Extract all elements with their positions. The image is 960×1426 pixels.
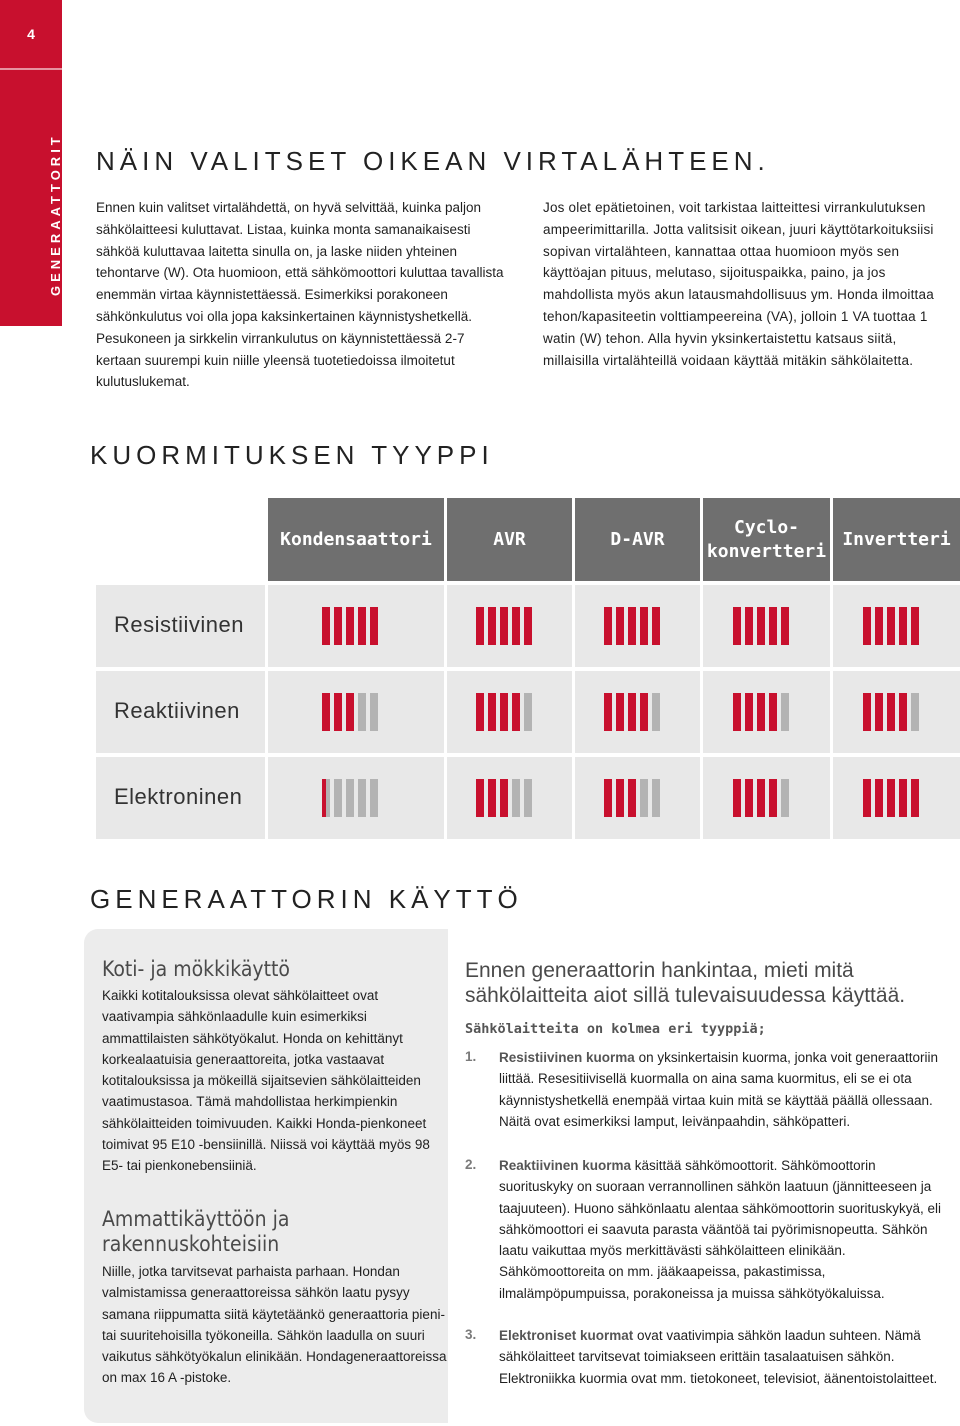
cell-divider	[700, 585, 703, 667]
usage-section-heading: GENERAATTORIN KÄYTTÖ	[90, 884, 523, 914]
rating-bar-filled	[899, 779, 907, 817]
rating-bar-filled	[358, 607, 366, 645]
rating-bar-empty	[652, 779, 660, 817]
rating-bar-filled	[322, 779, 330, 817]
cell-divider	[265, 671, 268, 753]
rating-bar-filled	[334, 693, 342, 731]
rating-bar-empty	[640, 779, 648, 817]
rating-bar-filled	[733, 779, 741, 817]
rating-bar-filled	[370, 607, 378, 645]
rating-bar-filled	[757, 693, 765, 731]
cell-divider	[700, 757, 703, 839]
rating-bar-filled	[476, 607, 484, 645]
list-text: on yksinkertaisin kuorma, jonka voit generaattoriin liittää. Resesitiivisellä kuormalla on aina sama kuormitus, eli se ei ota käynnistyshetkellä enempää virtaa kuin mitä se käyttää päällä ollessaan. Näitä ovat esimerkiksi lamput, leivänpaahdin, sähköpatteri.	[499, 1050, 938, 1129]
rating-bar-filled	[476, 693, 484, 731]
rating-bar-empty	[524, 779, 532, 817]
rating-bar-filled	[616, 607, 624, 645]
cell-divider	[572, 757, 575, 839]
cell-divider	[572, 585, 575, 667]
rating-bar-filled	[604, 693, 612, 731]
rating-bar-filled	[488, 693, 496, 731]
rating-bar-empty	[346, 779, 354, 817]
rating-bar-filled	[745, 779, 753, 817]
rating-bars	[476, 607, 532, 645]
row-label-resistiivinen: Resistiivinen	[114, 612, 244, 637]
rating-bars	[733, 607, 789, 645]
column-header-d-avr: D-AVR	[575, 498, 700, 581]
list-number: 3.	[465, 1327, 477, 1342]
rating-bar-filled	[500, 607, 508, 645]
rating-bar-filled	[757, 779, 765, 817]
rating-bar-filled	[628, 693, 636, 731]
rating-bars	[863, 693, 919, 731]
rating-bar-empty	[911, 693, 919, 731]
rating-bars	[476, 779, 532, 817]
rating-bar-filled	[604, 779, 612, 817]
list-term: Elektroniset kuormat	[499, 1328, 634, 1343]
rating-bar-filled	[745, 607, 753, 645]
rating-bars	[604, 779, 660, 817]
rating-bar-filled	[733, 607, 741, 645]
list-text: ovat vaativimpia sähkön laadun suhteen. Nämä sähkölaitteet tarvitsevat toimiakseen erittäin tasalaatuisen sähkön. Elektroniikka kuormia ovat mm. tietokoneet, televisiot, äänentoistolaitteet.	[499, 1328, 938, 1386]
rating-bar-filled	[887, 607, 895, 645]
rating-bar-filled	[616, 693, 624, 731]
cell-divider	[700, 671, 703, 753]
load-types-intro: Sähkölaitteita on kolmea eri tyyppiä;	[465, 1021, 766, 1037]
rating-bar-filled	[875, 607, 883, 645]
rating-bar-filled	[512, 607, 520, 645]
rating-bar-empty	[358, 693, 366, 731]
cell-divider	[444, 671, 447, 753]
cell-divider	[444, 585, 447, 667]
cell-divider	[830, 671, 833, 753]
rating-bars	[322, 779, 378, 817]
pro-use-heading: Ammattikäyttöön ja rakennuskohteisiin	[102, 1207, 290, 1256]
list-term: Reaktiivinen kuorma	[499, 1158, 632, 1173]
rating-bar-filled	[524, 607, 532, 645]
rating-bars	[863, 779, 919, 817]
rating-bar-filled	[334, 607, 342, 645]
rating-bar-empty	[334, 779, 342, 817]
intro-right-text: Jos olet epätietoinen, voit tarkistaa laitteittesi virrankulutuksen ampeerimittarilla. Jotta valitsisit oikean, juuri käyttötarkoituksiisi sopivan virtalähteen, kannattaa ottaa huomioon myös sen käyttöajan pituus, melutaso, sijoituspaikka, paino, ja jos mahdollista myös akun latausmahdollisuus ym. Honda ilmoittaa tehon/kapasiteetin volttiampeereina (VA), jolloin 1 VA tuottaa 1 watin (W) tehon. Alla hyvin yksinkertaistettu katsaus siitä, millaisilla virtalähteillä voidaan käyttää mitäkin sähkölaitetta.	[543, 200, 934, 368]
rating-bar-filled	[346, 607, 354, 645]
rating-bar-empty	[370, 693, 378, 731]
rating-bar-filled	[863, 693, 871, 731]
rating-bar-empty	[781, 779, 789, 817]
load-section-heading: KUORMITUKSEN TYYPPI	[90, 440, 494, 470]
rating-bar-filled	[652, 607, 660, 645]
rating-bar-empty	[370, 779, 378, 817]
column-header-cyclokonvertteri: Cyclo- konvertteri	[703, 498, 830, 581]
rating-bar-filled	[911, 779, 919, 817]
rating-bar-filled	[500, 693, 508, 731]
rating-bar-filled	[322, 607, 330, 645]
page-title: NÄIN VALITSET OIKEAN VIRTALÄHTEEN.	[96, 146, 770, 176]
list-number: 1.	[465, 1049, 477, 1064]
cell-divider	[830, 585, 833, 667]
rating-bar-filled	[863, 779, 871, 817]
rating-bar-filled	[346, 693, 354, 731]
rating-bar-filled	[769, 607, 777, 645]
rating-bar-filled	[512, 693, 520, 731]
side-divider	[0, 68, 62, 70]
rating-bar-filled	[781, 607, 789, 645]
rating-bar-filled	[875, 779, 883, 817]
cell-divider	[830, 757, 833, 839]
list-number: 2.	[465, 1157, 477, 1172]
rating-bar-filled	[640, 607, 648, 645]
row-label-elektroninen: Elektroninen	[114, 784, 243, 809]
rating-bar-filled	[745, 693, 753, 731]
rating-bar-filled	[863, 607, 871, 645]
rating-bar-filled	[899, 607, 907, 645]
rating-bars	[733, 693, 789, 731]
rating-bar-filled	[769, 693, 777, 731]
rating-bar-filled	[875, 693, 883, 731]
column-header-avr: AVR	[447, 498, 572, 581]
rating-bar-empty	[524, 693, 532, 731]
rating-bar-empty	[512, 779, 520, 817]
rating-bar-filled	[640, 693, 648, 731]
row-label-reaktiivinen: Reaktiivinen	[114, 698, 240, 723]
rating-bars	[322, 693, 378, 731]
cell-divider	[265, 585, 268, 667]
list-text: käsittää sähkömoottorit. Sähkömoottorin suorituskyky on suoraan verrannollinen sähkön laatuun (jännitteeseen ja taajuuteen). Huono sähkönlaatu alentaa sähkömoottorin suorituskykyä, eli sähkömoottori ei saavuta parasta vääntöä tai pyörimisnopeutta. Sähkön laatu vaikuttaa myös merkittävästi sähkölaitteen elinikään. Sähkömoottoreita on mm. jääkaapeissa, pakastimissa, ilmalämpöpumpuissa, porakoneissa ja muissa sähkötyökaluissa.	[499, 1158, 942, 1301]
list-term: Resistiivinen kuorma	[499, 1050, 635, 1065]
rating-bar-filled	[887, 693, 895, 731]
home-use-heading: Koti- ja mökkikäyttö	[102, 957, 290, 981]
list-item-electronic	[499, 1325, 951, 1389]
page-number: 4	[27, 26, 35, 42]
cell-divider	[444, 757, 447, 839]
rating-bar-filled	[476, 779, 484, 817]
column-header-kondensaattori: Kondensaattori	[268, 498, 444, 581]
rating-bars	[476, 693, 532, 731]
rating-bars	[604, 607, 660, 645]
home-use-text: Kaikki kotitalouksissa olevat sähkölaitteet ovat vaativampia sähkönlaadulle kuin esimerkiksi ammattilaisten sähkötyökalut. Honda on kehittänyt korkealaatuisia generaattoreita, jotka vastaavat kotitalouksissa ja mökeillä sijaitsevien sähkölaitteiden vaatimustasoa. Tämä mahdollistaa herkimpienkin sähkölaitteiden toimivuuden. Kaikki Honda-pienkoneet toimivat 95 E10 -bensiinillä. Niissä voi käyttää myös 98 E5- tai pienkonebensiiniä.	[102, 988, 430, 1174]
rating-bar-filled	[616, 779, 624, 817]
rating-bar-filled	[488, 607, 496, 645]
rating-bar-empty	[358, 779, 366, 817]
list-item-reactive	[499, 1155, 951, 1304]
cell-divider	[265, 757, 268, 839]
rating-bar-filled	[887, 779, 895, 817]
rating-bar-filled	[488, 779, 496, 817]
rating-bar-filled	[628, 779, 636, 817]
rating-bar-filled	[628, 607, 636, 645]
section-label: GENERAATTORIT	[48, 133, 63, 296]
pro-use-text: Niille, jotka tarvitsevat parhaista parhaan. Hondan valmistamissa generaattoreissa sähkön laatu pysyy samana riippumatta siitä käytetäänkö generaattoria pieni- tai suuritehoisilla työkoneilla. Sähkön laadulla on suuri vaikutus sähkötyökalun elinikään. Hondageneraattoreissa on max 16 A -pistoke.	[102, 1264, 447, 1386]
rating-bar-filled	[769, 779, 777, 817]
rating-bar-filled	[757, 607, 765, 645]
rating-bar-filled	[322, 693, 330, 731]
cell-divider	[572, 671, 575, 753]
rating-bar-empty	[652, 693, 660, 731]
rating-bar-empty	[781, 693, 789, 731]
column-header-invertteri: Invertteri	[833, 498, 960, 581]
rating-bar-filled	[733, 693, 741, 731]
rating-bar-filled	[500, 779, 508, 817]
rating-bars	[733, 779, 789, 817]
rating-bars	[863, 607, 919, 645]
right-column-heading: Ennen generaattorin hankintaa, mieti mitä sähkölaitteita aiot sillä tulevaisuudessa käyttää.	[465, 959, 906, 1007]
rating-bar-filled	[604, 607, 612, 645]
intro-left-text: Ennen kuin valitset virtalähdettä, on hyvä selvittää, kuinka paljon sähkölaitteesi kuluttavat. Listaa, kuinka monta samanaikaisesti sähköä kuluttavaa laitetta sinulla on, ja laske niiden yhteinen tehontarve (W). Ota huomioon, että sähkömoottori kuluttaa tavallista enemmän virtaa käynnistettäessä. Esimerkiksi porakoneen sähkönkulutus voi olla jopa kaksinkertainen käynnistyshetkellä. Pesukoneen ja sirkkelin virrankulutus on käynnistettäessä 2-7 kertaan suurempi kuin niille yleensä tuotetiedoissa ilmoitetut kulutuslukemat.	[96, 200, 504, 390]
list-item-resistive	[499, 1047, 951, 1132]
rating-bars	[322, 607, 378, 645]
rating-bars	[604, 693, 660, 731]
rating-bar-filled	[911, 607, 919, 645]
rating-bar-filled	[899, 693, 907, 731]
